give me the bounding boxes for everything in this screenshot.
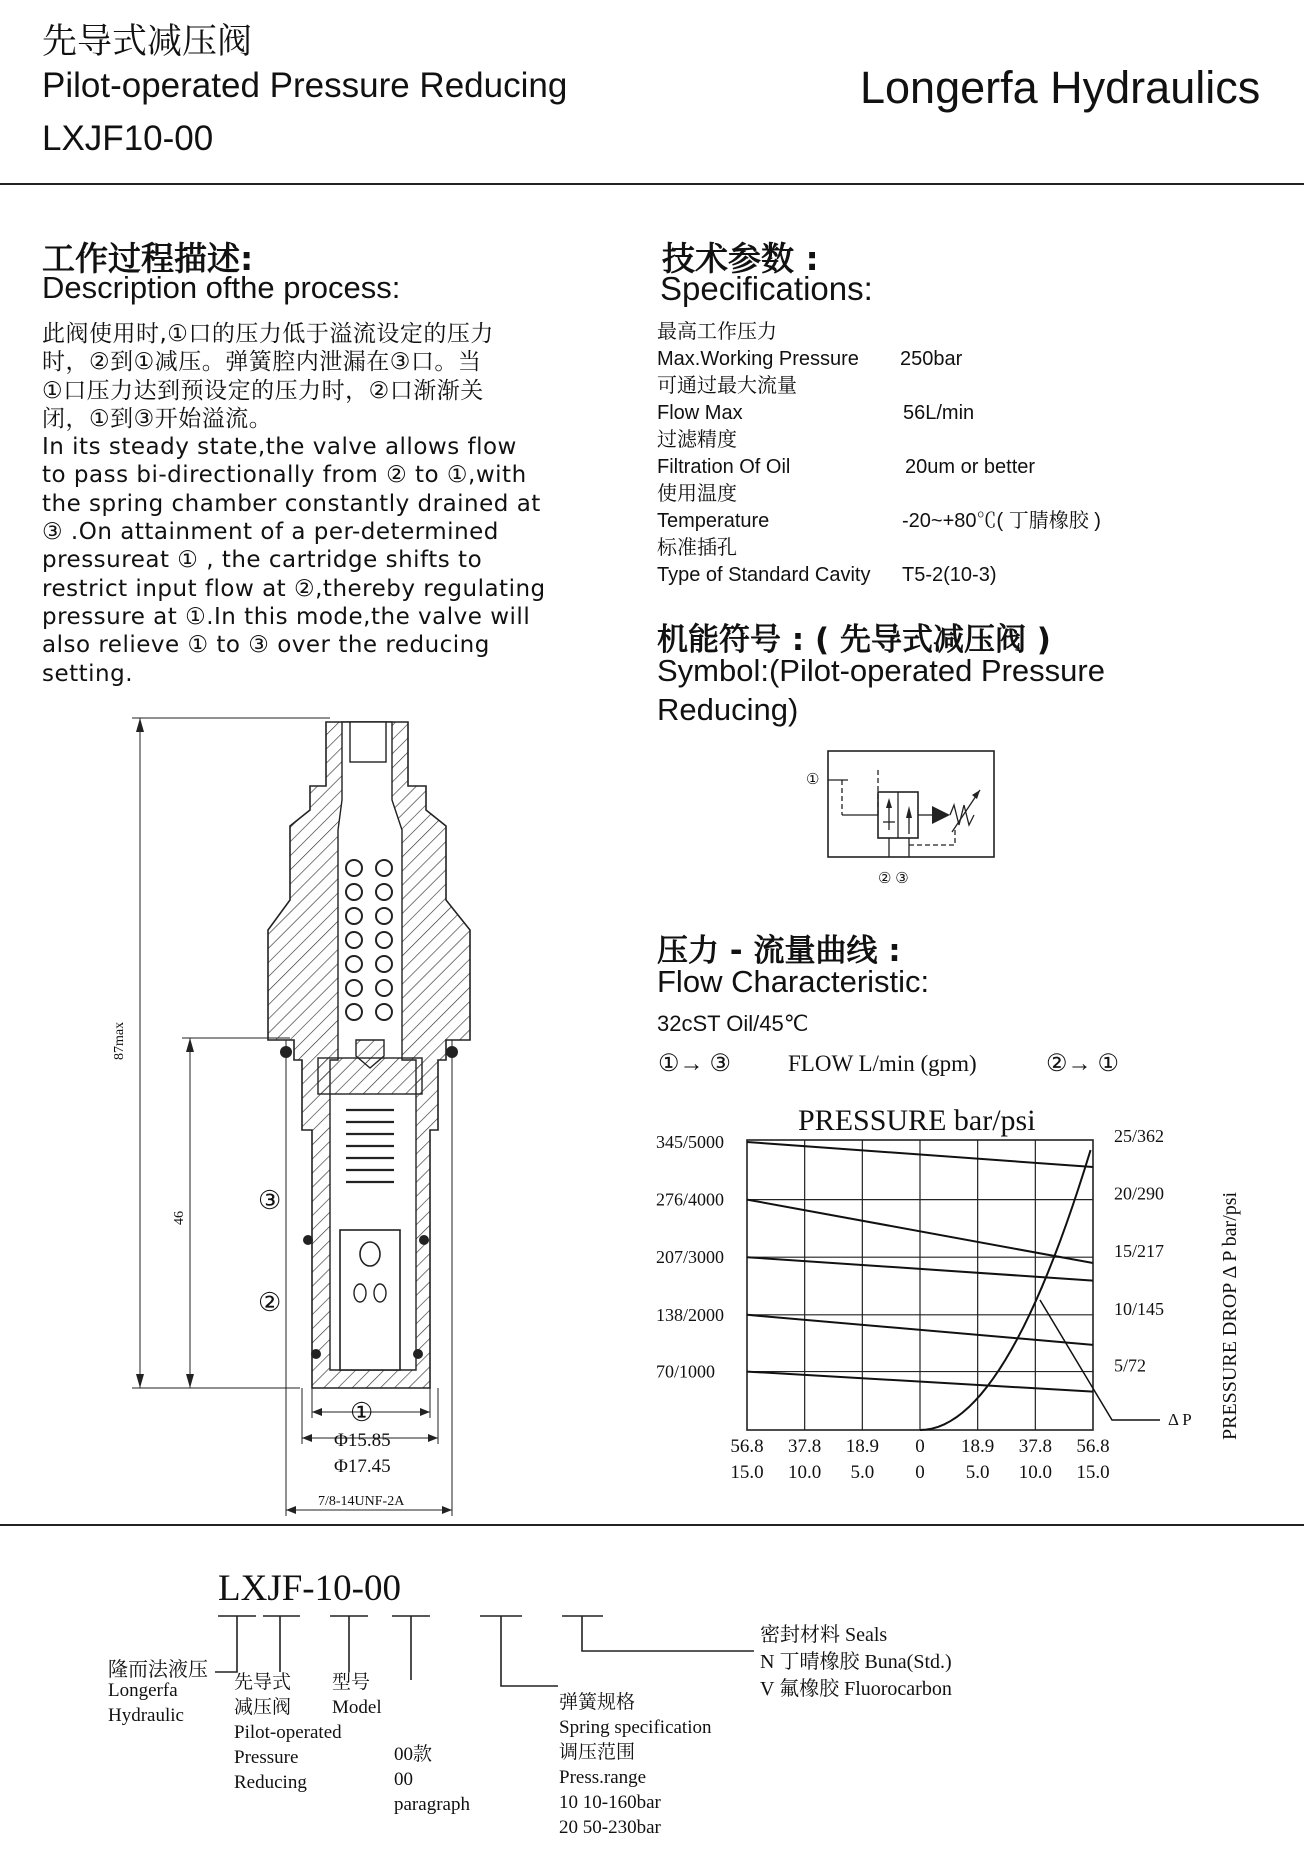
hydraulic-symbol <box>800 745 1020 895</box>
spec-value-filtration: 20um or better <box>905 456 1036 478</box>
description-line: the spring chamber constantly drained at <box>42 490 541 517</box>
model-title: LXJF10-00 <box>42 119 214 158</box>
x-tick-gpm: 0 <box>915 1462 925 1483</box>
range-en: Press.range <box>559 1767 647 1788</box>
x-tick-gpm: 5.0 <box>965 1462 990 1483</box>
dim-87max: 87max <box>112 1021 127 1060</box>
spec-zh: 标准插孔 <box>657 537 737 559</box>
range-option: 20 50-230bar <box>559 1817 661 1838</box>
spec-zh: 过滤精度 <box>657 429 737 451</box>
chart-title: PRESSURE bar/psi <box>798 1104 1036 1137</box>
y-left-tick: 276/4000 <box>656 1189 725 1210</box>
symbol-heading-en-1: Symbol:(Pilot-operated Pressure <box>657 653 1105 688</box>
x-tick-gpm: 15.0 <box>1076 1462 1110 1483</box>
seal-option-v: V 氟橡胶 Fluorocarbon <box>760 1678 952 1700</box>
y-right-tick: 20/290 <box>1114 1183 1165 1204</box>
symbol-heading-en-2: Reducing) <box>657 692 799 727</box>
x-tick-gpm: 5.0 <box>850 1462 875 1483</box>
spec-value-temperature: -20~+80℃( 丁腈橡胶 ) <box>902 510 1101 532</box>
model-block <box>332 1670 382 1720</box>
header-divider <box>0 183 1304 185</box>
x-tick-lpm: 37.8 <box>1018 1436 1052 1457</box>
spec-en: Flow Max <box>657 402 743 424</box>
flow-chart <box>650 1100 1250 1490</box>
model-zh: 型号 <box>332 1672 371 1693</box>
cross-section-drawing <box>120 710 480 1520</box>
title-en: Pilot-operated Pressure Reducing <box>42 66 568 105</box>
seal-option-n: N 丁晴橡胶 Buna(Std.) <box>760 1651 952 1673</box>
drawing-port-3: ③ <box>258 1186 282 1215</box>
description-heading-en: Description ofthe process: <box>42 270 401 305</box>
flow-legend-left: ①→ ③ <box>658 1051 732 1077</box>
brand-name: Longerfa Hydraulics <box>860 62 1261 113</box>
type-en: Reducing <box>234 1772 307 1793</box>
spec-zh: 可通过最大流量 <box>657 375 797 397</box>
description-line: 时，②到①减压。弹簧腔内泄漏在③口。当 <box>42 349 482 376</box>
spec-en: Filtration Of Oil <box>657 456 791 478</box>
paragraph-block <box>394 1742 470 1817</box>
y-right-tick: 25/362 <box>1114 1126 1165 1146</box>
type-en: Pilot-operated <box>234 1722 342 1743</box>
x-tick-gpm: 10.0 <box>788 1462 822 1483</box>
flow-heading-zh: 压力 - 流量曲线 : <box>657 933 901 969</box>
delta-p-curve <box>920 1150 1091 1430</box>
y-right-tick: 10/145 <box>1114 1298 1165 1319</box>
x-tick-lpm: 18.9 <box>961 1436 995 1457</box>
description-line: also relieve ① to ③ over the reducing <box>42 632 490 659</box>
description-line: pressure at ①.In this mode,the valve will <box>42 603 531 630</box>
paragraph-en: paragraph <box>394 1794 470 1815</box>
description-line: to pass bi-directionally from ② to ①,with <box>42 462 527 489</box>
spec-en: Temperature <box>657 510 770 532</box>
seals-title: 密封材料 Seals <box>760 1624 888 1646</box>
spec-heading-zh: 技术参数 : <box>662 239 819 278</box>
description-line: In its steady state,the valve allows flow <box>42 434 517 461</box>
spec-heading-en: Specifications: <box>660 270 873 307</box>
chart-ylabel-right: PRESSURE DROP Δ P bar/psi <box>1219 1191 1241 1440</box>
y-left-tick: 345/5000 <box>656 1132 725 1152</box>
description-line: ③ .On attainment of a per-determined <box>42 519 499 546</box>
drawing-dia-2: Φ17.45 <box>334 1456 391 1477</box>
spec-value-flow: 56L/min <box>903 402 975 424</box>
spec-value-cavity: T5-2(10-3) <box>902 564 997 586</box>
spring-en: Spring specification <box>559 1717 712 1738</box>
dim-46: 46 <box>172 1211 187 1225</box>
brand-en-line: Longerfa <box>108 1680 178 1701</box>
flow-oil: 32cST Oil/45℃ <box>657 1011 809 1036</box>
description-heading-zh: 工作过程描述: <box>42 239 254 278</box>
description-line: setting. <box>42 660 134 687</box>
paragraph-zh: 00款 <box>394 1744 433 1765</box>
spring-zh: 弹簧规格 <box>559 1692 636 1713</box>
brand-zh: 隆而法液压 <box>108 1659 208 1681</box>
symbol-port-1: ① <box>806 772 820 788</box>
drawing-port-2: ② <box>258 1288 282 1317</box>
seals-block <box>760 1622 952 1703</box>
drawing-thread: 7/8-14UNF-2A <box>318 1494 405 1509</box>
brand-en-line: Hydraulic <box>108 1705 184 1726</box>
type-block <box>234 1670 342 1795</box>
x-tick-lpm: 56.8 <box>1076 1436 1110 1457</box>
x-tick-gpm: 15.0 <box>730 1462 764 1483</box>
flow-legend-right: ②→ ① <box>1046 1051 1120 1077</box>
spec-en: Type of Standard Cavity <box>657 564 871 586</box>
y-left-tick: 138/2000 <box>656 1304 725 1325</box>
type-en: Pressure <box>234 1747 299 1768</box>
section-divider <box>0 1524 1304 1526</box>
spec-list <box>657 319 870 589</box>
model-en: Model <box>332 1697 382 1718</box>
spring-block <box>559 1690 712 1840</box>
description-text <box>42 320 546 688</box>
x-tick-gpm: 10.0 <box>1018 1462 1052 1483</box>
description-line: 此阀使用时,①口的压力低于溢流设定的压力 <box>42 321 494 347</box>
y-left-tick: 70/1000 <box>656 1361 716 1382</box>
brand-en <box>108 1678 184 1728</box>
x-tick-lpm: 37.8 <box>788 1436 822 1457</box>
description-line: pressureat ① , the cartridge shifts to <box>42 547 483 574</box>
drawing-port-1: ① <box>350 1398 374 1427</box>
spec-value-pressure: 250bar <box>900 348 963 370</box>
type-zh: 减压阀 <box>234 1697 292 1718</box>
range-zh: 调压范围 <box>559 1742 636 1763</box>
ordering-code: LXJF-10-00 <box>218 1568 401 1609</box>
description-line: restrict input flow at ②,thereby regulating <box>42 575 546 602</box>
spec-zh: 最高工作压力 <box>657 321 777 343</box>
y-left-tick: 207/3000 <box>656 1247 725 1268</box>
spec-zh: 使用温度 <box>657 483 737 505</box>
x-tick-lpm: 56.8 <box>730 1436 764 1457</box>
paragraph-num: 00 <box>394 1769 413 1790</box>
delta-p-label: Δ P <box>1168 1410 1192 1429</box>
title-zh: 先导式减压阀 <box>42 22 253 61</box>
x-tick-lpm: 0 <box>915 1436 925 1457</box>
type-zh: 先导式 <box>234 1672 292 1693</box>
drawing-dia-1: Φ15.85 <box>334 1430 391 1451</box>
spec-en: Max.Working Pressure <box>657 348 859 370</box>
range-option: 10 10-160bar <box>559 1792 661 1813</box>
x-tick-lpm: 18.9 <box>845 1436 879 1457</box>
flow-legend-mid: FLOW L/min (gpm) <box>788 1051 977 1076</box>
y-right-tick: 5/72 <box>1114 1355 1147 1376</box>
description-line: ①口压力达到预设定的压力时，②口渐渐关 <box>42 377 484 404</box>
symbol-ports-bottom: ② ③ <box>878 871 909 887</box>
description-line: 闭，①到③开始溢流。 <box>42 405 273 432</box>
symbol-heading-zh: 机能符号 : ( 先导式减压阀 ) <box>657 622 1051 658</box>
y-right-tick: 15/217 <box>1114 1241 1165 1262</box>
flow-heading-en: Flow Characteristic: <box>657 964 930 999</box>
